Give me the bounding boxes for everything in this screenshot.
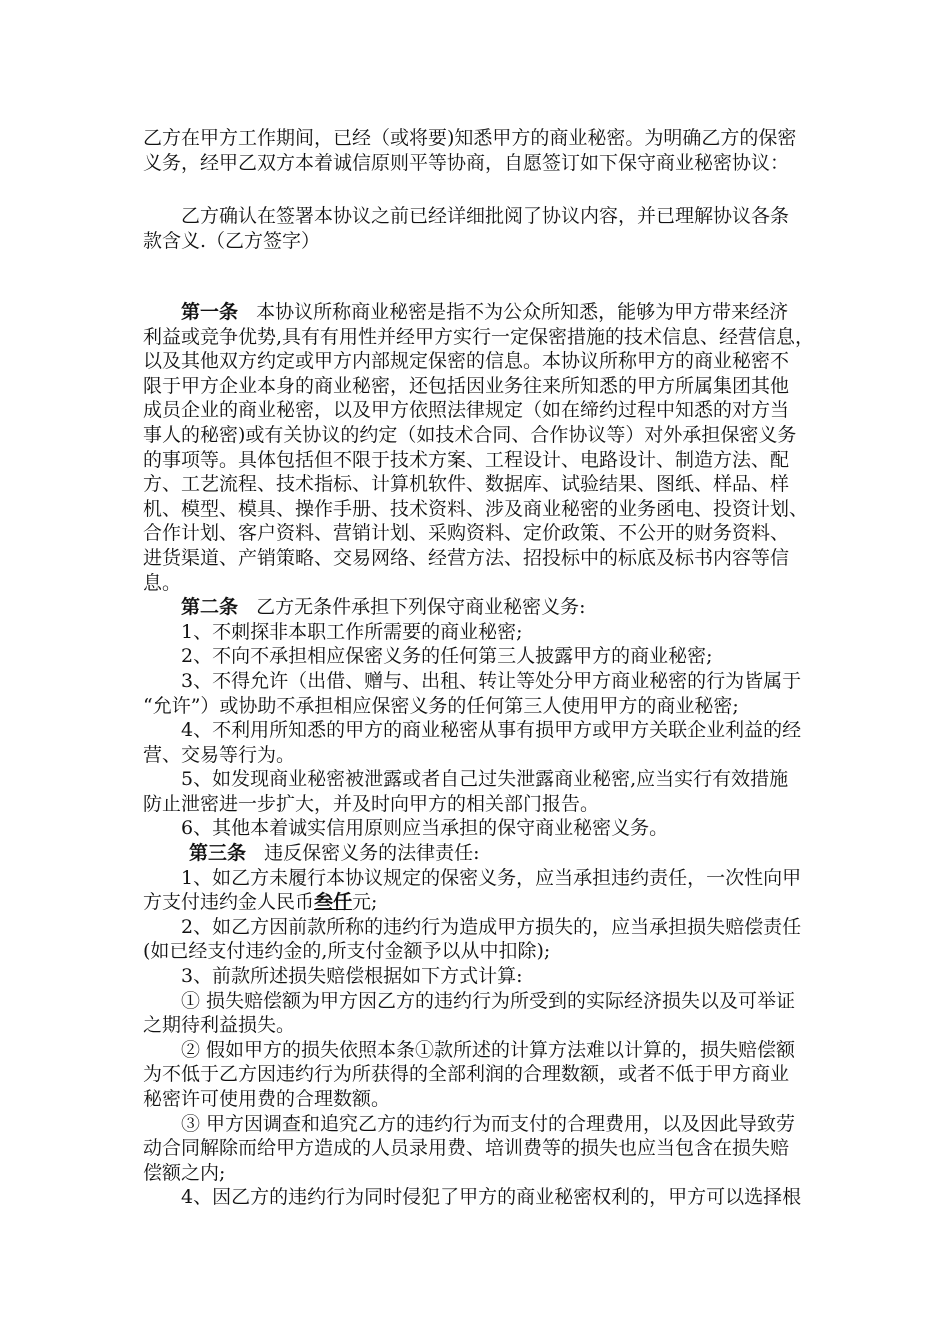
article-1-line: 合作计划、客户资料、营销计划、采购资料、定价政策、不公开的财务资料、 [143,522,790,545]
article-1-line: 方、工艺流程、技术指标、计算机软件、数据库、试验结果、图纸、样品、样 [143,473,790,496]
article-2-item: “允许”）或协助不承担相应保密义务的任何第三人使用甲方的商业秘密; [143,694,739,717]
article-1-line: 的事项等。具体包括但不限于技术方案、工程设计、电路设计、制造方法、配 [143,448,790,471]
intro-line-1: 乙方在甲方工作期间，已经（或将要)知悉甲方的商业秘密。为明确乙方的保密 [143,127,797,149]
article-2-item: 1、不刺探非本职工作所需要的商业秘密; [181,620,523,643]
method-2-line-1: ② 假如甲方的损失依照本条①款所述的计算方法难以计算的，损失赔偿额 [181,1038,796,1061]
article-3-first-line [143,841,815,866]
article-1 [143,300,815,1210]
method-2-line-2: 为不低于乙方因违约行为所获得的全部利润的合理数额，或者不低于甲方商业 [143,1063,790,1086]
article-3-heading: 第三条 [189,842,247,865]
article-2-lead: 乙方无条件承担下列保守商业秘密义务: [256,596,586,619]
article-1-line: 限于甲方企业本身的商业秘密，还包括因业务往来所知悉的甲方所属集团其他 [143,374,790,397]
article-3-clause-1-line-1: 1、如乙方未履行本协议规定的保密义务，应当承担违约责任，一次性向甲 [181,866,802,889]
article-3-clause-3: 3、前款所述损失赔偿根据如下方式计算: [181,965,523,988]
penalty-amount: 叁仟 [314,891,353,914]
article-1-line: 事人的秘密)或有关协议的约定（如技术合同、合作协议等）对外承担保密义务 [143,423,797,446]
article-2-item: 4、不利用所知悉的甲方的商业秘密从事有损甲方或甲方关联企业利益的经 [181,719,802,742]
confirm-line-1: 乙方确认在签署本协议之前已经详细批阅了协议内容，并已理解协议各条 [181,205,790,227]
method-3-line-3: 偿额之内; [143,1161,226,1184]
article-2-item: 3、不得允许（出借、赠与、出租、转让等处分甲方商业秘密的行为皆属于 [181,669,802,692]
clause-1-suffix: 元; [352,891,378,914]
article-2-heading: 第二条 [181,596,239,619]
article-3-clause-1-line-2 [143,890,815,915]
confirm-line-2: 款含义.（乙方签字） [143,229,321,252]
method-1-line-2: 之期待利益损失。 [143,1014,296,1037]
intro-line-2: 义务，经甲乙双方本着诚信原则平等协商，自愿签订如下保守商业秘密协议： [143,151,790,174]
confirm-paragraph [143,204,815,253]
article-2-item: 2、不向不承担相应保密义务的任何第三人披露甲方的商业秘密; [181,645,713,668]
article-2-item: 防止泄密进一步扩大，并及时向甲方的相关部门报告。 [143,792,600,815]
article-1-heading: 第一条 [181,301,239,323]
article-3-clause-4: 4、因乙方的违约行为同时侵犯了甲方的商业秘密权利的，甲方可以选择根 [181,1186,802,1209]
article-1-line: 机、模型、模具、操作手册、技术资料、涉及商业秘密的业务函电、投资计划、 [143,497,809,520]
article-1-line: 息。 [143,571,182,594]
method-1-line-1: ① 损失赔偿额为甲方因乙方的违约行为所受到的实际经济损失以及可举证 [181,989,796,1012]
article-1-line: 成员企业的商业秘密，以及甲方依照法律规定（如在缔约过程中知悉的对方当 [143,399,790,422]
article-1-line: 本协议所称商业秘密是指不为公众所知悉，能够为甲方带来经济 [256,301,789,323]
article-3-clause-2-line-2: (如已经支付违约金的,所支付金额予以从中扣除); [143,940,551,963]
article-2-first-line [143,595,815,620]
article-2-item: 6、其他本着诚实信用原则应当承担的保守商业秘密义务。 [181,817,669,840]
method-3-line-2: 动合同解除而给甲方造成的人员录用费、培训费等的损失也应当包含在损失赔 [143,1137,790,1160]
clause-1-text: 方支付违约金人民币 [143,891,315,914]
article-2-item: 5、如发现商业秘密被泄露或者自己过失泄露商业秘密,应当实行有效措施 [181,768,789,791]
article-2-item: 营、交易等行为。 [143,743,296,766]
article-1-first-line [143,300,815,325]
article-1-line: 利益或竞争优势,具有有用性并经甲方实行一定保密措施的技术信息、经营信息， [143,325,815,348]
article-3-lead: 违反保密义务的法律责任: [264,842,480,865]
method-2-line-3: 秘密许可使用费的合理数额。 [143,1088,391,1110]
article-1-line: 进货渠道、产销策略、交易网络、经营方法、招投标中的标底及标书内容等信 [143,546,790,569]
article-3-clause-2-line-1: 2、如乙方因前款所称的违约行为造成甲方损失的，应当承担损失赔偿责任 [181,915,802,938]
article-1-line: 以及其他双方约定或甲方内部规定保密的信息。本协议所称甲方的商业秘密不 [143,350,790,373]
method-3-line-1: ③ 甲方因调查和追究乙方的违约行为而支付的合理费用，以及因此导致劳 [181,1112,796,1135]
intro-paragraph [143,126,815,175]
